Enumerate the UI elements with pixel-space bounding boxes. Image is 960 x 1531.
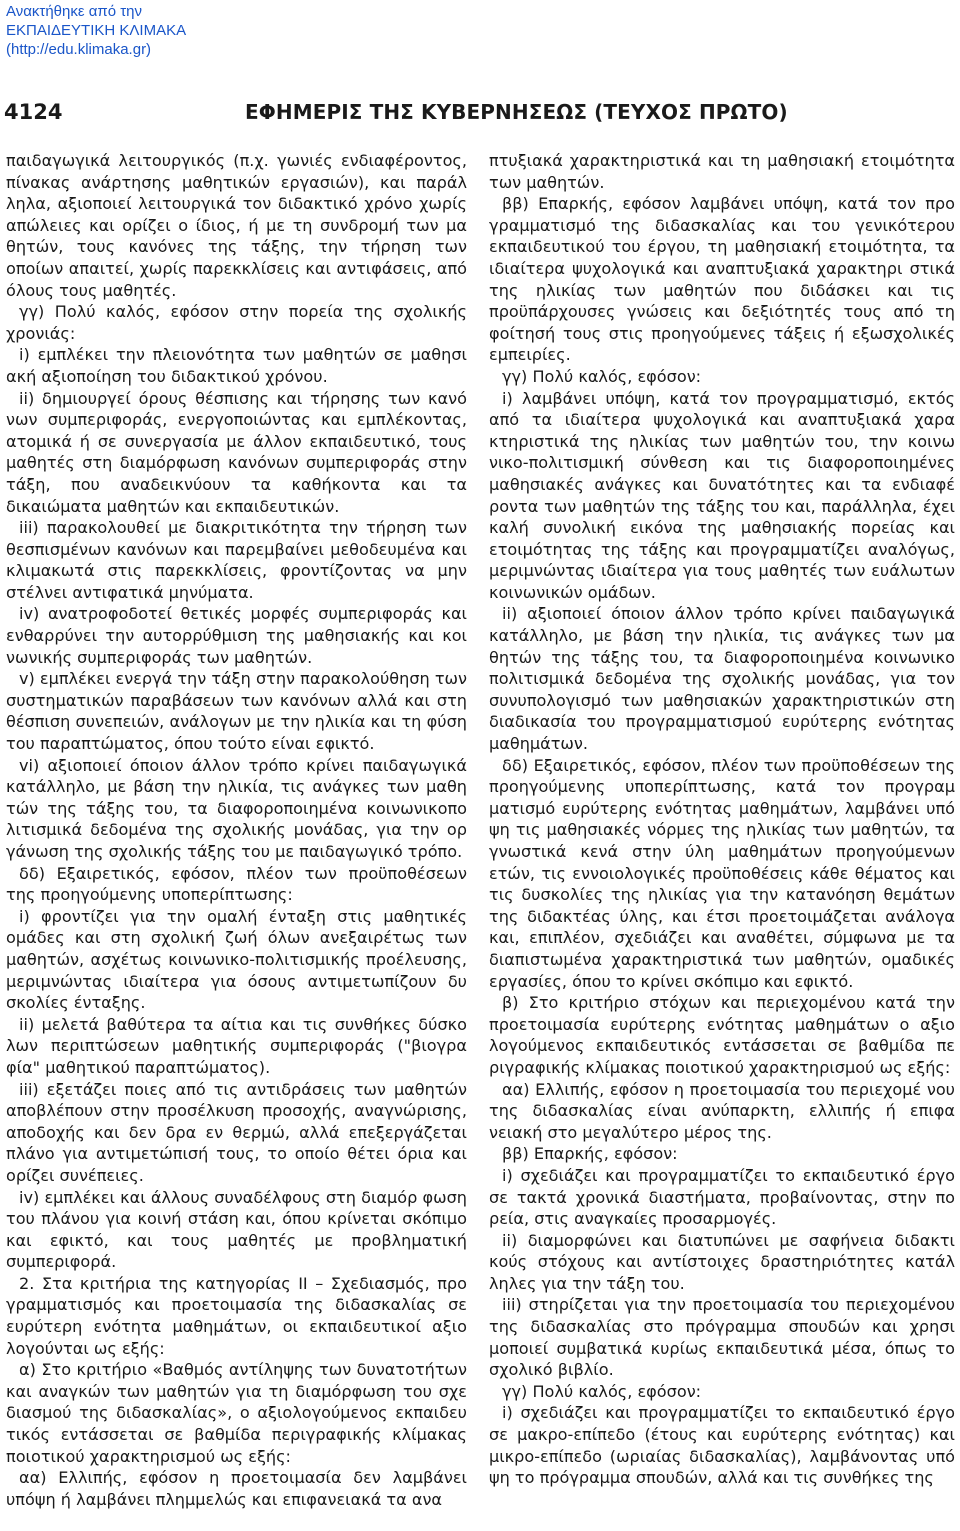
- right-text-column: [489, 150, 955, 1489]
- source-line-1: Ανακτήθηκε από την: [6, 3, 143, 20]
- paragraph: v) εμπλέκει ενεργά την τάξη στην παρακολούθηση των συστηματικών παραβάσεων των κανόνων αλλά και στη θέσπιση συνεπειών, ανάλογων με την ηλικία και τη φύση του παραπτώματος, όπου τούτο είναι εφικτό.: [6, 669, 468, 754]
- paragraph: γγ) Πολύ καλός, εφόσον:: [502, 1381, 702, 1401]
- paragraph: i) εμπλέκει την πλειονότητα των μαθητών σε μαθησι ακή αξιοποίηση του διδακτικού χρόνου.: [6, 345, 467, 386]
- source-link[interactable]: (http://edu.klimaka.gr): [6, 41, 152, 58]
- paragraph: αα) Ελλιπής, εφόσον η προετοιμασία του περιεχομέ νου της διδασκαλίας είναι ανύπαρκτη, ελλιπής ή επιφα νειακή στο μεγαλύτερο μέρος της.: [489, 1079, 955, 1142]
- left-text-column: [6, 150, 467, 1510]
- paragraph: iv) ανατροφοδοτεί θετικές μορφές συμπεριφοράς και ενθαρρύνει την αυτορρύθμιση της μαθησιακής και κοι νωνικής συμπεριφοράς των μαθητών.: [6, 604, 467, 667]
- paragraph: ii) διαμορφώνει και διατυπώνει με σαφήνεια διδακτι κούς στόχους και αντίστοιχες δραστηριότητες κατάλ ληλες για την τάξη του.: [489, 1230, 955, 1293]
- paragraph: iii) στηρίζεται για την προετοιμασία του περιεχομένου της διδασκαλίας στο πρόγραμμα σπουδών και χρησι μοποιεί συμβατικά κυρίως εκπαιδευτικά μέσα, όπως το σχολικό βιβλίο.: [489, 1295, 955, 1380]
- paragraph: β) Στο κριτήριο στόχων και περιεχομένου κατά την προετοιμασία ευρύτερης ενότητας μαθημάτων ο αξιο λογούμενος εκπαιδευτικός εντάσσεται σε βαθμίδα πε ριγραφικής κλίμακας ποιοτικού χαρακτηρισμού ως εξής:: [489, 993, 955, 1077]
- paragraph: iii) παρακολουθεί με διακριτικότητα την τήρηση των θεσπισμένων κανόνων και παρεμβαίνει μεθοδευμένα και κλιμακωτά στις παρεκκλίσεις, φροντίζοντας να μην στέλνει αντιφατικά μηνύματα.: [6, 518, 467, 602]
- paragraph: i) φροντίζει για την ομαλή ένταξη στις μαθητικές ομάδες και στη σχολική ζωή όλων ανεξαιρέτως των μαθητών, ασχέτως κοινωνικο-πολιτισμικής προέλευσης, μεριμνώντας ιδιαίτερα για όσους αντιμετωπίζουν δυ σκολίες ένταξης.: [6, 906, 467, 1013]
- paragraph: α) Στο κριτήριο «Βαθμός αντίληψης των δυνατοτήτων και αναγκών των μαθητών για τη διαμόρφωση του σχε διασμού της διδασκαλίας», ο αξιολογούμενος εκπαιδευ τικός εντάσσεται σε βαθμίδα περιγραφικής κλίμακας ποιοτικού χαρακτηρισμού ως εξής:: [6, 1360, 467, 1466]
- paragraph: ii) μελετά βαθύτερα τα αίτια και τις συνθήκες δύσκο λων περιπτώσεων μαθητικής συμπεριφοράς ("βιογρα φία" μαθητικού παραπτώματος).: [6, 1014, 467, 1077]
- paragraph: ii) αξιοποιεί όποιον άλλον τρόπο κρίνει παιδαγωγικά κατάλληλο, με βάση την ηλικία, τις ανάγκες των μα θητών της τάξης του, τα διαφοροποιημένα κοινωνικο πολιτισμικά δεδομένα της σχολικής μονάδας, για τον συνυπολογισμό των μαθησιακών χαρακτηριστικών στη διαδικασία του προγραμματισμού ευρύτερης ενότητας μαθημάτων.: [489, 604, 955, 754]
- paragraph: πτυξιακά χαρακτηριστικά και τη μαθησιακή ετοιμότητα των μαθητών.: [489, 151, 955, 192]
- paragraph: ββ) Επαρκής, εφόσον:: [502, 1144, 678, 1164]
- source-attribution: [6, 2, 266, 59]
- paragraph: iii) εξετάζει ποιες από τις αντιδράσεις των μαθητών αποβλέπουν στην προσέλκυση προσοχής, αναγνώρισης, αποδοχής και δεν δρα εν θερμώ, αλλά επεξεργάζεται πλάνο για αντιμετώπισή τους, το οποίο θέτει όρια και ορίζει συνέπειες.: [6, 1079, 467, 1185]
- paragraph: i) λαμβάνει υπόψη, κατά τον προγραμματισμό, εκτός από τα ιδιαίτερα ψυχολογικά και αναπτυξιακά χαρα κτηριστικά της ηλικίας των μαθητών του, την κοινω νικο-πολιτισμική σύνθεση και τις διαφοροποιημένες μαθησιακές ανάγκες και δυνατότητες και τα ενδιαφέ ροντα των μαθητών της τάξης του και, παράλληλα, έχει καλή συνολική εικόνα της μαθησιακής πορείας και ετοιμότητας της τάξης και προγραμματίζει αναλόγως, μεριμνώντας ιδιαίτερα για τους μαθητές των ευάλωτων κοινωνικών ομάδων.: [489, 388, 955, 602]
- paragraph: αα) Ελλιπής, εφόσον η προετοιμασία δεν λαμβάνει υπόψη ή λαμβάνει πλημμελώς και επιφανειακά τα ανα: [6, 1468, 467, 1509]
- paragraph: 2. Στα κριτήρια της κατηγορίας ΙΙ – Σχεδιασμός, προ γραμματισμός και προετοιμασία της διδασκαλίας σε ευρύτερη ενότητα μαθημάτων, οι εκπαιδευτικοί αξιο λογούνται ως εξής:: [6, 1273, 467, 1358]
- paragraph: i) σχεδιάζει και προγραμματίζει το εκπαιδευτικό έργο σε μακρο-επίπεδο (έτους και ευρύτερης ενότητας) και μικρο-επίπεδο (ωριαίας διδασκαλίας), λαμβάνοντας υπό ψη το πρόγραμμα σπουδών, αλλά και τις συνθήκες της: [489, 1403, 955, 1488]
- paragraph: vi) αξιοποιεί όποιον άλλον τρόπο κρίνει παιδαγωγικά κατάλληλο, με βάση την ηλικία, τις ανάγκες των μαθη τών της τάξης του, τα διαφοροποιημένα κοινωνικοπο λιτισμικά δεδομένα της σχολικής μονάδας, για την ορ γάνωση της σχολικής τάξης του με παιδαγωγικό τρόπο.: [6, 755, 467, 861]
- paragraph: γγ) Πολύ καλός, εφόσον στην πορεία της σχολικής χρονιάς:: [6, 302, 467, 343]
- journal-title: ΕΦΗΜΕΡΙΣ ΤΗΣ ΚΥΒΕΡΝΗΣΕΩΣ (ΤΕΥΧΟΣ ΠΡΩΤΟ): [245, 100, 788, 124]
- paragraph: i) σχεδιάζει και προγραμματίζει το εκπαιδευτικό έργο σε τακτά χρονικά διαστήματα, προβαίνοντας, στην πο ρεία, στις αναγκαίες προσαρμογές.: [489, 1165, 955, 1229]
- paragraph: γγ) Πολύ καλός, εφόσον:: [502, 366, 702, 386]
- paragraph: δδ) Εξαιρετικός, εφόσον, πλέον των προϋποθέσεων της προηγούμενης υποπερίπτωσης:: [6, 863, 467, 905]
- paragraph: iv) εμπλέκει και άλλους συναδέλφους στη διαμόρ φωση του πλάνου για κοινή στάση και, όπου κρίνεται σκόπιμο και εφικτό, και τους μαθητές με προβληματική συμπεριφορά.: [6, 1187, 467, 1272]
- paragraph: ii) δημιουργεί όρους θέσπισης και τήρησης των κανό νων συμπεριφοράς, ενεργοποιώντας και εμπλέκοντας, ατομικά ή σε συνεργασία με άλλον εκπαιδευτικό, τους μαθητές στη διαμόρφωση κανόνων συμπεριφοράς στην τάξη, που αναδεικνύουν τα καθήκοντα και τα δικαιώματα μαθητών και εκπαιδευτικών.: [6, 388, 467, 516]
- page-number: 4124: [4, 100, 63, 124]
- paragraph: παιδαγωγικά λειτουργικός (π.χ. γωνιές ενδιαφέροντος, πίνακας ανάρτησης μαθητικών εργασιών), και παράλ ληλα, αξιοποιεί λειτουργικά τον διδακτικό χρόνο χωρίς απώλειες και ορίζει ο ίδιος, ή με τη συνδρομή των μα θητών, τους κανόνες της τάξης, την τήρηση των οποίων απαιτεί, χωρίς παρεκκλίσεις και αντιφάσεις, από όλους τους μαθητές.: [6, 151, 467, 300]
- page-header: [0, 100, 960, 130]
- paragraph: δδ) Εξαιρετικός, εφόσον, πλέον των προϋποθέσεων της προηγούμενης υποπερίπτωσης, κατά τον προγραμ ματισμό ευρύτερης ενότητας μαθημάτων, λαμβάνει υπό ψη τις μαθησιακές νόρμες της ηλικίας των μαθητών, τα γνωστικά κενά στην ύλη μαθημάτων προηγούμενων ετών, τις εννοιολογικές προϋποθέσεις κάθε θέματος και τις δυσκολίες της ηλικίας για την κατανόηση θεμάτων της διδακτέας ύλης, και έτσι προετοιμάζεται ανάλογα και, επιπλέον, σχεδιάζει και αναθέτει, σύμφωνα με τα διαπιστωμένα χαρακτηριστικά των μαθητών, ομαδικές εργασίες, όπου το κρίνει σκόπιμο και εφικτό.: [489, 755, 955, 991]
- paragraph: ββ) Επαρκής, εφόσον λαμβάνει υπόψη, κατά τον προ γραμματισμό της διδασκαλίας και του γενικότερου εκπαιδευτικού του έργου, τη μαθησιακή ετοιμότητα, τα ιδιαίτερα ψυχολογικά και αναπτυξιακά χαρακτηρι στικά της ηλικίας των μαθητών που διδάσκει και τις προϋπάρχουσες γνώσεις και δεξιότητές τους από τη φοίτησή τους στις προηγούμενες τάξεις ή εξωσχολικές εμπειρίες.: [489, 194, 955, 365]
- source-line-2: ΕΚΠΑΙΔΕΥΤΙΚΗ ΚΛΙΜΑΚΑ: [6, 22, 187, 39]
